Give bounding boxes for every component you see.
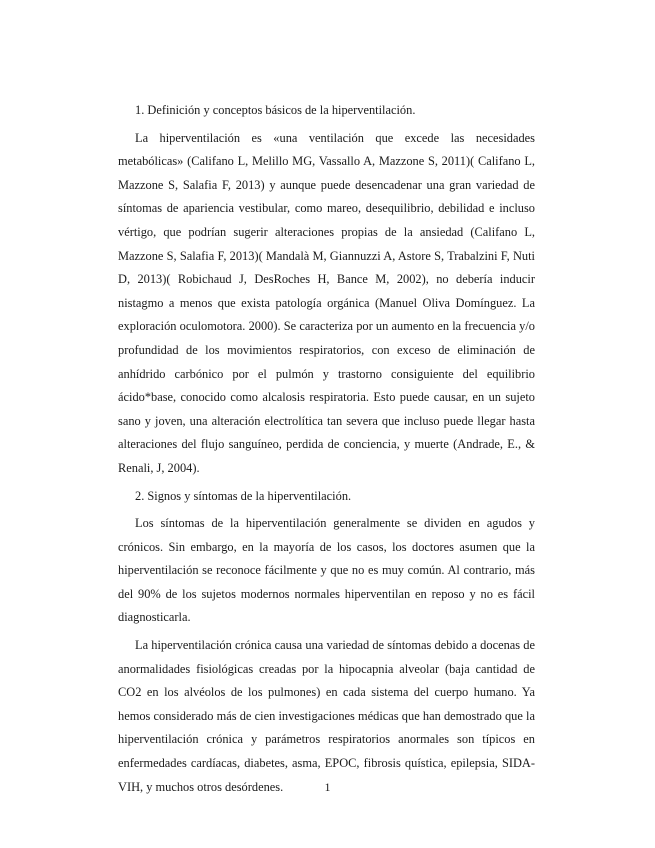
paragraph-symptoms: Los síntomas de la hiperventilación generalmente se dividen en agudos y crónicos. Sin embargo, en la mayoría de los casos, los doctores asumen que la hiperventilación se reconoce fácilmente y que no es muy común. Al contrario, más del 90% de los sujetos modernos normales hiperventilan en reposo y no es fácil diagnosticarla.	[118, 516, 535, 625]
section-heading-2: 2. Signos y síntomas de la hiperventilación.	[135, 488, 352, 503]
section-heading-1: 1. Definición y conceptos básicos de la hiperventilación.	[135, 103, 416, 117]
page-number: 1	[324, 780, 331, 794]
paragraph-definition: La hiperventilación es «una ventilación que excede las necesidades metabólicas» (Califano L, Melillo MG, Vassallo A, Mazzone S, 2011)( Califano L, Mazzone S, Salafia F, 2013) y aunque puede desencadenar una gran variedad de síntomas de apariencia vestibular, como mareo, desequilibrio, debilidad e incluso vértigo, que podrían sugerir alteraciones propias de la ansiedad (Califano L, Mazzone S, Salafia F, 2013)( Mandalà M, Giannuzzi A, Astore S, Trabalzini F, Nuti D, 2013)( Robichaud J, DesRoches H, Bance M, 2002), no debería inducir nistagmo a menos que exista patología orgánica (Manuel Oliva Domínguez. La exploración oculomotora. 2000). Se caracteriza por un aumento en la frecuencia y/o profundidad de los movimientos respiratorios, con exceso de eliminación de anhídrido carbónico por el pulmón y trastorno consiguiente del equilibrio ácido*base, conocido como alcalosis respiratoria. Esto puede causar, en un sujeto sano y joven, una alteración electrolítica tan severa que incluso puede llegar hasta alteraciones del flujo sanguíneo, perdida de conciencia, y muerte (Andrade, E., & Renali, J, 2004).	[118, 130, 535, 475]
paragraph-chronic: La hiperventilación crónica causa una variedad de síntomas debido a docenas de anormalidades fisiológicas creadas por la hipocapnia alveolar (baja cantidad de CO2 en los alvéolos de los pulmones) en cada sistema del cuerpo humano. Ya hemos considerado más de cien investigaciones médicas que han demostrado que la hiperventilación crónica y parámetros respiratorios anormales son típicos en enfermedades cardíacas, diabetes, asma, EPOC, fibrosis quística, epilepsia, SIDA-VIH, y muchos otros desórdenes.	[118, 638, 535, 794]
document-body	[118, 99, 535, 799]
